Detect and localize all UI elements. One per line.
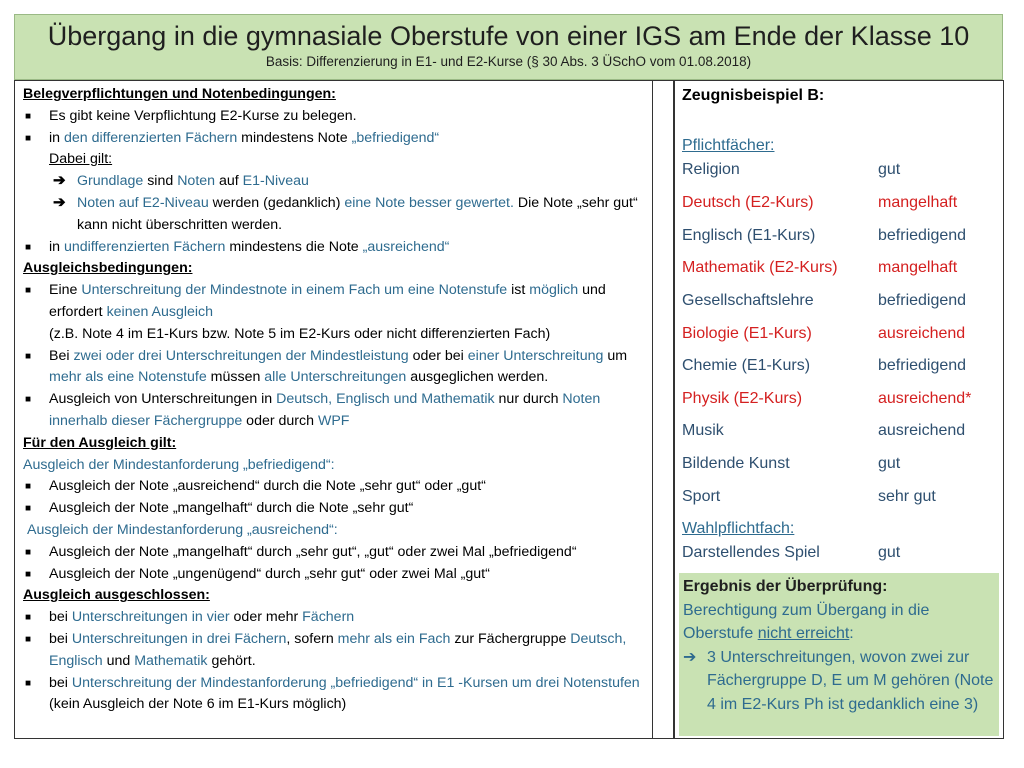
list-text: bei bbox=[49, 630, 72, 647]
list-text: um bbox=[603, 347, 628, 364]
result-emphasis: nicht erreicht bbox=[757, 625, 850, 642]
list-text: auf bbox=[215, 173, 243, 190]
subject-name: Chemie (E1-Kurs) bbox=[682, 357, 811, 374]
subject-name: Mathematik (E2-Kurs) bbox=[682, 259, 838, 276]
list-text: ausgeglichen werden. bbox=[406, 369, 549, 386]
section-label-pflicht: Pflichtfächer: bbox=[682, 137, 775, 154]
list-text: müssen bbox=[206, 369, 265, 386]
list-text: Ausgleich der Note „ungenügend“ durch „sehr gut“ oder zwei Mal „gut“ bbox=[49, 565, 490, 582]
list-item bbox=[23, 128, 646, 150]
subject-name: Religion bbox=[682, 161, 740, 178]
bullet-icon: ■ bbox=[25, 677, 32, 689]
result-text-part: : bbox=[849, 625, 854, 642]
highlight-text: Grundlage bbox=[77, 173, 144, 190]
list-text: ist bbox=[507, 282, 530, 299]
section-heading-excluded: Ausgleich ausgeschlossen: bbox=[23, 587, 210, 604]
subject-grade: befriedigend bbox=[878, 227, 967, 244]
section-heading-compensation-rules: Für den Ausgleich gilt: bbox=[23, 434, 177, 451]
list-item bbox=[23, 346, 646, 390]
subject-grade: gut bbox=[878, 544, 901, 561]
highlight-text: Noten bbox=[177, 173, 216, 190]
dabei-gilt-label: Dabei gilt: bbox=[49, 151, 113, 168]
section-label-wahl: Wahlpflichtfach: bbox=[682, 520, 795, 537]
subject-name: Deutsch (E2-Kurs) bbox=[682, 194, 814, 211]
list-text: oder durch bbox=[242, 412, 318, 429]
highlight-text: einer Unterschreitung bbox=[467, 347, 604, 364]
list-text: Es gibt keine Verpflichtung E2-Kurse zu belegen. bbox=[49, 107, 357, 124]
subject-name: Sport bbox=[682, 488, 721, 505]
list-item bbox=[23, 106, 646, 128]
subject-grade: ausreichend bbox=[878, 325, 966, 342]
list-item bbox=[23, 171, 646, 193]
list-text: Ausgleich der Note „mangelhaft“ durch „sehr gut“, „gut“ oder zwei Mal „befriedigend“ bbox=[49, 543, 577, 560]
bullet-icon: ■ bbox=[25, 568, 32, 580]
list-item bbox=[23, 542, 646, 564]
highlight-text: „ausreichend“ bbox=[362, 238, 450, 255]
list-item bbox=[23, 498, 646, 520]
subheading-befriedigend: Ausgleich der Mindestanforderung „befriedigend“: bbox=[23, 456, 335, 473]
list-text: gehört. bbox=[207, 652, 256, 669]
subject-name: Darstellendes Spiel bbox=[682, 544, 820, 561]
list-text: mindestens Note bbox=[237, 129, 352, 146]
list-item bbox=[23, 673, 646, 717]
arrow-right-icon: ➔ bbox=[53, 193, 66, 211]
result-text: Berechtigung zum Übergang in die bbox=[683, 601, 930, 619]
bullet-icon: ■ bbox=[25, 350, 32, 362]
highlight-text: Deutsch, Englisch und Mathematik bbox=[276, 391, 495, 408]
subject-grade: befriedigend bbox=[878, 292, 967, 309]
subject-name: Bildende Kunst bbox=[682, 455, 790, 472]
list-text: und erfordert bbox=[49, 282, 606, 320]
subheading-ausreichend: Ausgleich der Mindestanforderung „ausreichend“: bbox=[27, 521, 338, 538]
bullet-icon: ■ bbox=[25, 546, 32, 558]
list-text: Eine bbox=[49, 282, 82, 299]
result-text-part: Oberstufe bbox=[683, 625, 758, 642]
list-text: Ausgleich der Note „ausreichend“ durch die Note „sehr gut“ oder „gut“ bbox=[49, 478, 486, 495]
subject-grade: befriedigend bbox=[878, 357, 967, 374]
page-subtitle: Basis: Differenzierung in E1- und E2-Kurse (§ 30 Abs. 3 ÜSchO vom 01.08.2018) bbox=[265, 54, 752, 69]
subject-name: Physik (E2-Kurs) bbox=[682, 390, 803, 407]
list-item bbox=[23, 607, 646, 629]
highlight-text: „befriedigend“ bbox=[351, 129, 440, 146]
list-item bbox=[23, 564, 646, 586]
list-text: werden (gedanklich) bbox=[208, 194, 345, 211]
highlight-text: Unterschreitungen in vier bbox=[71, 609, 230, 626]
highlight-text: Unterschreitung der Mindestnote in einem Fach um eine Notenstufe bbox=[81, 282, 508, 299]
highlight-text: alle Unterschreitungen bbox=[264, 369, 407, 386]
highlight-text: zwei oder drei Unterschreitungen der Mindestleistung bbox=[73, 347, 409, 364]
list-text: , sofern bbox=[286, 630, 338, 647]
subject-grade: gut bbox=[878, 455, 901, 472]
bullet-icon: ■ bbox=[25, 481, 32, 493]
list-text: (kein Ausgleich der Note 6 im E1-Kurs möglich) bbox=[49, 696, 347, 713]
title-banner bbox=[14, 14, 1003, 80]
list-text: bei bbox=[49, 609, 72, 626]
list-text: Bei bbox=[49, 347, 74, 364]
highlight-text: möglich bbox=[529, 282, 579, 299]
list-item bbox=[23, 237, 646, 259]
bullet-icon: ■ bbox=[25, 132, 32, 144]
list-text: in bbox=[49, 129, 64, 146]
list-text: (z.B. Note 4 im E1-Kurs bzw. Note 5 im E2-Kurs oder nicht differenzierten Fach) bbox=[49, 325, 551, 342]
list-item bbox=[23, 629, 646, 673]
highlight-text: Mathematik bbox=[134, 652, 208, 669]
list-text: Ausgleich von Unterschreitungen in bbox=[49, 391, 277, 408]
highlight-text: WPF bbox=[317, 412, 350, 429]
highlight-text: keinen Ausgleich bbox=[106, 303, 214, 320]
subject-grade: sehr gut bbox=[878, 488, 936, 505]
list-item bbox=[23, 389, 646, 433]
bullet-icon: ■ bbox=[25, 241, 32, 253]
subject-name: Musik bbox=[682, 422, 724, 439]
list-text: Die Note „sehr gut“ kann nicht überschritten werden. bbox=[77, 194, 638, 233]
list-text: nur durch bbox=[494, 391, 563, 408]
section-heading-compensation: Ausgleichsbedingungen: bbox=[23, 260, 193, 277]
arrow-right-icon: ➔ bbox=[53, 172, 66, 190]
list-text: in bbox=[49, 238, 64, 255]
bullet-icon: ■ bbox=[25, 612, 32, 624]
highlight-text: Noten innerhalb dieser Fächergruppe bbox=[49, 391, 601, 429]
list-text: und bbox=[102, 652, 135, 669]
subject-name: Gesellschaftslehre bbox=[682, 292, 814, 309]
subject-grade: ausreichend* bbox=[878, 390, 972, 407]
subject-grade: ausreichend bbox=[878, 422, 966, 439]
list-text: zur Fächergruppe bbox=[450, 630, 571, 647]
result-heading: Ergebnis der Überprüfung: bbox=[683, 578, 888, 595]
report-card-panel bbox=[674, 80, 1004, 739]
subject-grade: mangelhaft bbox=[878, 194, 958, 211]
subject-grade: mangelhaft bbox=[878, 259, 958, 276]
highlight-text: Unterschreitung der Mindestanforderung „befriedigend“ in E1 -Kursen um drei Notenstufen bbox=[71, 674, 640, 691]
highlight-text: Fächern bbox=[302, 609, 355, 626]
result-text bbox=[683, 622, 995, 646]
highlight-text: eine Note besser gewertet. bbox=[344, 194, 514, 211]
bullet-icon: ■ bbox=[25, 110, 32, 122]
bullet-icon: ■ bbox=[25, 394, 32, 406]
arrow-right-icon: ➔ bbox=[683, 648, 697, 666]
column-divider bbox=[653, 80, 674, 739]
result-detail-text: 3 Unterschreitungen, wovon zwei zur Fächergruppe D, E um M gehören (Note 4 im E2-Kurs Ph ist gedanklich eine 3) bbox=[707, 648, 994, 713]
list-text: Ausgleich der Note „mangelhaft“ durch die Note „sehr gut“ bbox=[49, 500, 414, 517]
page-title: Übergang in die gymnasiale Oberstufe von einer IGS am Ende der Klasse 10 bbox=[47, 21, 970, 51]
section-heading-obligations: Belegverpflichtungen und Notenbedingungen: bbox=[23, 86, 336, 102]
list-text: mindestens die Note bbox=[225, 238, 363, 255]
highlight-text: E1-Niveau bbox=[242, 173, 309, 190]
list-text: oder bei bbox=[408, 347, 468, 364]
list-text: bei bbox=[49, 674, 72, 691]
bullet-icon: ■ bbox=[25, 503, 32, 515]
subject-name: Biologie (E1-Kurs) bbox=[682, 325, 812, 342]
highlight-text: Deutsch, Englisch bbox=[49, 630, 627, 669]
rules-panel bbox=[14, 80, 653, 739]
subject-name: Englisch (E1-Kurs) bbox=[682, 227, 816, 244]
highlight-text: mehr als eine Notenstufe bbox=[49, 369, 207, 386]
highlight-text: Unterschreitungen in drei Fächern bbox=[71, 630, 287, 647]
result-detail bbox=[683, 646, 995, 717]
highlight-text: undifferenzierten Fächern bbox=[63, 238, 226, 255]
subject-grade: gut bbox=[878, 161, 901, 178]
list-item bbox=[23, 476, 646, 498]
list-text: sind bbox=[143, 173, 178, 190]
highlight-text: den differenzierten Fächern bbox=[63, 129, 238, 146]
highlight-text: mehr als ein Fach bbox=[337, 630, 451, 647]
list-item bbox=[23, 193, 646, 237]
result-box bbox=[679, 573, 999, 736]
list-item bbox=[23, 280, 646, 345]
report-card-title: Zeugnisbeispiel B: bbox=[682, 87, 825, 104]
highlight-text: Noten auf E2-Niveau bbox=[77, 194, 209, 211]
bullet-icon: ■ bbox=[25, 285, 32, 297]
bullet-icon: ■ bbox=[25, 633, 32, 645]
list-text: oder mehr bbox=[229, 609, 303, 626]
